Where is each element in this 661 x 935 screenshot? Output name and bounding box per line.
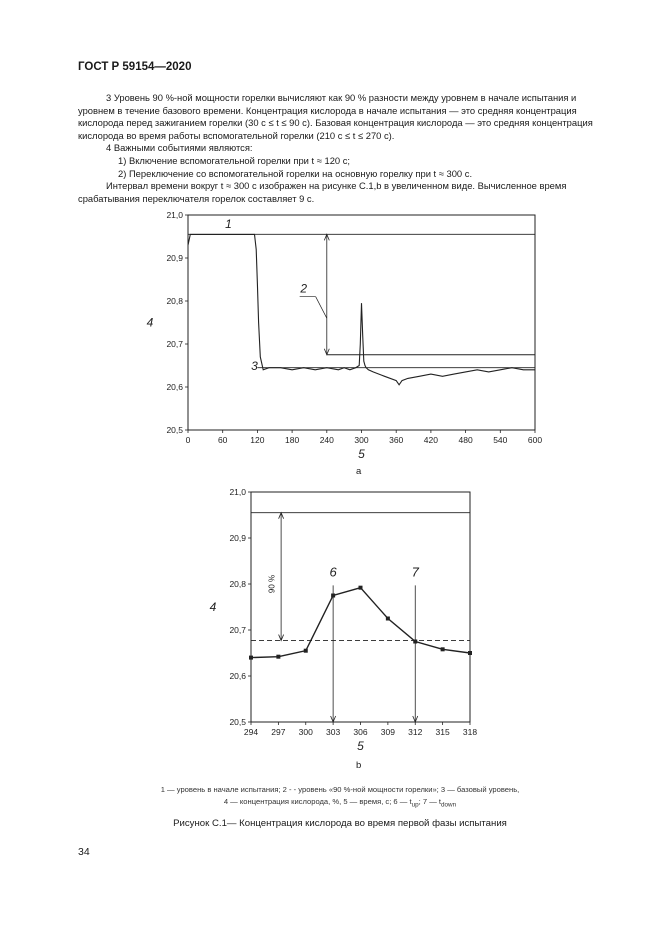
x-tick-label: 600 (527, 435, 543, 445)
data-point (249, 656, 253, 660)
annotation-label: 1 (225, 216, 232, 231)
y-tick-label: 21,0 (166, 210, 183, 220)
y-tick-label: 20,5 (229, 717, 246, 727)
y-axis-label: 4 (209, 600, 217, 614)
percent-label: 90 % (267, 574, 277, 594)
y-tick-label: 20,5 (166, 425, 183, 435)
y-tick-label: 20,8 (166, 296, 183, 306)
x-tick-label: 300 (298, 727, 313, 737)
x-tick-label: 0 (185, 435, 191, 445)
x-tick-label: 360 (389, 435, 404, 445)
y-axis-label: 4 (146, 315, 154, 330)
y-tick-label: 20,7 (229, 625, 246, 635)
y-tick-label: 20,6 (229, 671, 246, 681)
x-tick-label: 306 (353, 727, 368, 737)
event-label: 7 (411, 564, 419, 580)
data-series-line (188, 234, 535, 384)
data-point (359, 586, 363, 590)
x-tick-label: 312 (408, 727, 423, 737)
y-tick-label: 21,0 (229, 487, 246, 497)
x-tick-label: 540 (493, 435, 508, 445)
legend-line-2: 4 — концентрация кислорода, %, 5 — время, с; 6 — $t_{up}$; 7 — $t_{down}$ (223, 797, 457, 809)
x-tick-label: 315 (435, 727, 450, 737)
legend-line-1: 1 — уровень в начале испытания; 2 - - уровень «90 %-ной мощности горелки»; 3 — базовый уровень, (160, 785, 520, 794)
chart-a (147, 210, 543, 461)
x-tick-label: 180 (285, 435, 300, 445)
plot-frame (251, 492, 470, 722)
chart-b (210, 487, 478, 753)
x-tick-label: 294 (243, 727, 259, 737)
x-tick-label: 300 (354, 435, 369, 445)
plot-frame (188, 215, 535, 430)
x-tick-label: 120 (250, 435, 265, 445)
event-label: 6 (329, 564, 337, 580)
data-point (441, 647, 445, 651)
data-point (276, 655, 280, 659)
y-tick-label: 20,7 (166, 339, 183, 349)
list-item-1: 1) Включение вспомогательной горелки при t ≈ 120 с; (118, 154, 351, 166)
paragraph-4: 4 Важными событиями являются: (106, 142, 253, 154)
annotation-label: 2 (300, 281, 308, 296)
x-tick-label: 309 (380, 727, 395, 737)
y-tick-label: 20,6 (166, 382, 183, 392)
x-tick-label: 318 (462, 727, 478, 737)
x-tick-label: 303 (326, 727, 341, 737)
annotation-label: 3 (251, 358, 258, 373)
x-tick-label: 480 (458, 435, 473, 445)
data-point (304, 649, 308, 653)
caption-a: а (356, 466, 362, 477)
paragraph-3: 3 Уровень 90 %-ной мощности горелки вычисляют как 90 % разности между уровнем в начале испытания и уровнем в течение базового времени. Концентрация кислорода в начале испытания — это средняя концентрация кислорода перед зажиганием горелки (30 с ≤ t ≤ 90 с). Базовая концентрация кислорода — это средняя концентрация кислорода во время работы вспомогательной горелки (210 с ≤ t ≤ 270 с). (78, 92, 593, 141)
y-tick-label: 20,8 (229, 579, 246, 589)
y-tick-label: 20,9 (166, 253, 183, 263)
figure-caption: Рисунок С.1— Концентрация кислорода во время первой фазы испытания (173, 818, 507, 829)
paragraph-5: Интервал времени вокруг t ≈ 300 с изображен на рисунке С.1,b в увеличенном виде. Вычисленное время срабатывания переключателя горелок составляет 9 с. (78, 180, 567, 204)
x-tick-label: 297 (271, 727, 286, 737)
x-tick-label: 420 (423, 435, 438, 445)
x-tick-label: 60 (217, 435, 228, 445)
caption-b: b (356, 760, 362, 771)
y-tick-label: 20,9 (229, 533, 246, 543)
data-point (386, 617, 390, 621)
list-item-2: 2) Переключение со вспомогательной горелки на основную горелку при t ≈ 300 с. (118, 167, 473, 179)
leader-line (316, 297, 327, 319)
x-axis-label: 5 (358, 447, 365, 461)
data-series-line (251, 588, 470, 658)
document-header: ГОСТ Р 59154—2020 (78, 61, 192, 73)
data-point (468, 651, 472, 655)
figure-legend (60, 784, 620, 812)
x-axis-label: 5 (357, 739, 364, 753)
x-tick-label: 240 (319, 435, 334, 445)
page-number: 34 (78, 846, 90, 858)
